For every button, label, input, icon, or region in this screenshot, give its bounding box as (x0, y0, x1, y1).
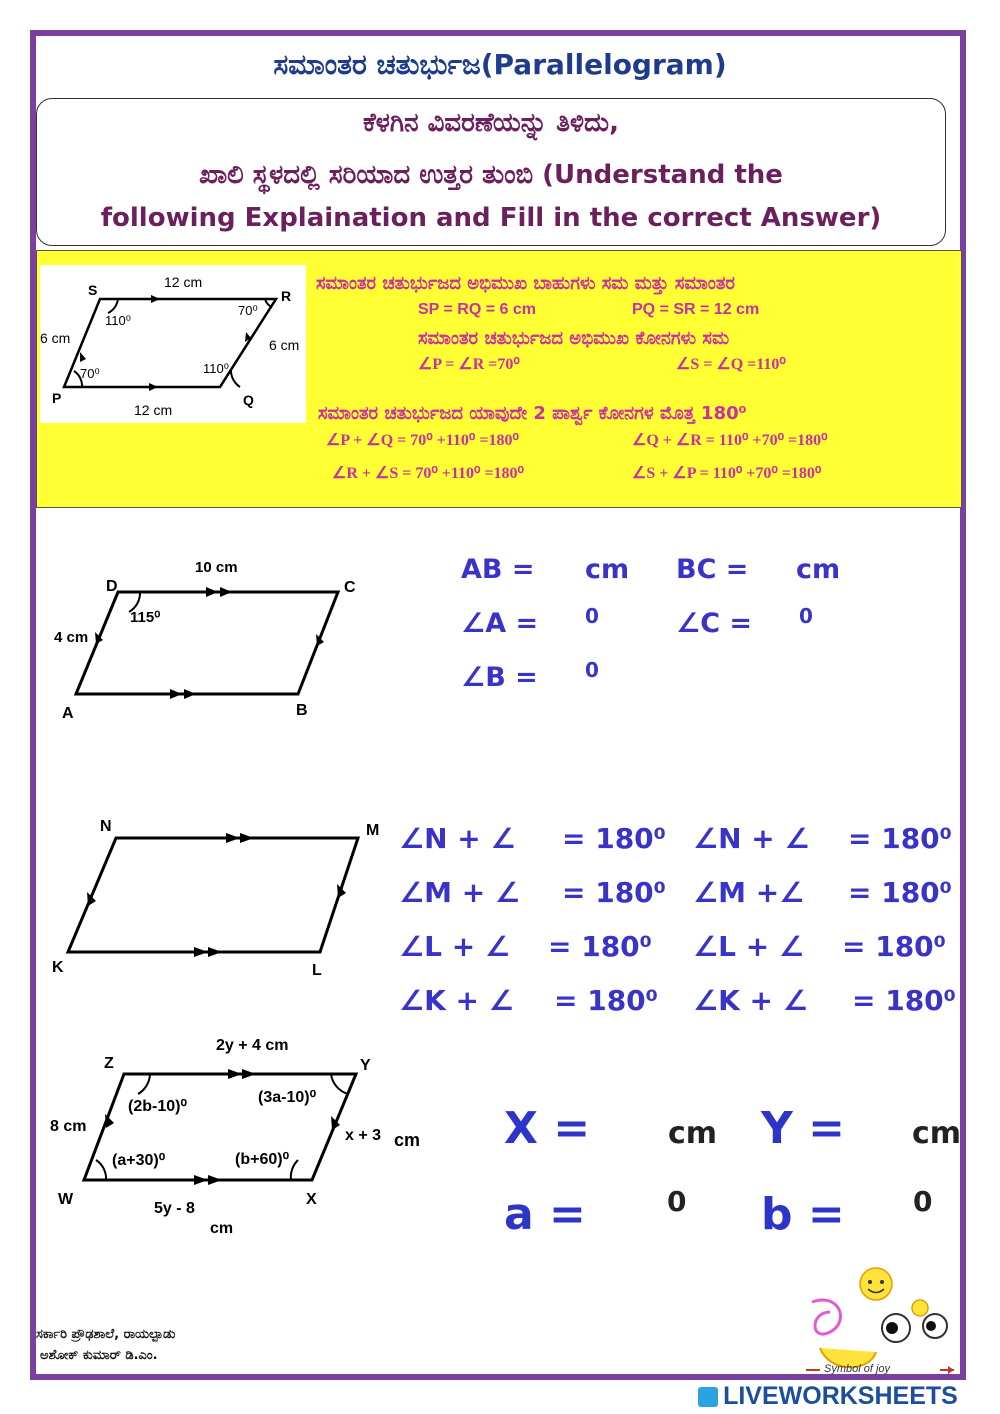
q2-row4-left-b: = 180⁰ (554, 984, 658, 1017)
q3-y-label: Y = (761, 1103, 846, 1154)
q1-angle-b-unit[interactable]: 0 (585, 658, 599, 682)
rule-sum-4: ∠S + ∠P = 110⁰ +70⁰ =180⁰ (632, 465, 822, 482)
q2-row1-left-b: = 180⁰ (562, 822, 666, 855)
angle-label-s: 110⁰ (105, 313, 131, 328)
rule-sides-eq-2: PQ = SR = 12 cm (632, 301, 760, 318)
q3-b-label: b = (761, 1189, 845, 1240)
q2-row3-left-a: ∠L + ∠ (399, 930, 511, 963)
watermark-text: LIVEWORKSHEETS (723, 1382, 958, 1410)
q3-side-top: 2y + 4 cm (216, 1037, 289, 1054)
q3-angle-y: (3a-10)⁰ (258, 1089, 316, 1106)
q3-side-left: 8 cm (50, 1118, 87, 1135)
q3-side-right: x + 3 (345, 1127, 382, 1144)
angle-label-r: 70⁰ (238, 303, 258, 318)
q1-parallelogram (40, 550, 370, 730)
q2-row3-left-b: = 180⁰ (548, 930, 652, 963)
footer-teacher: ಅಶೋಕ್ ಕುಮಾರ್ ಡಿ.ಎಂ. (40, 1348, 158, 1363)
q2-row2-left-b: = 180⁰ (562, 876, 666, 909)
q1-vertex-d: D (106, 578, 118, 595)
q3-x-label: X = (504, 1103, 591, 1154)
q2-row2-right-a: ∠M +∠ (693, 876, 805, 909)
q3-angle-z: (2b-10)⁰ (128, 1098, 187, 1115)
rule-angles-eq-2: ∠S = ∠Q =110⁰ (676, 356, 786, 373)
q3-vertex-x: X (306, 1191, 317, 1208)
q1-ab-unit[interactable]: cm (585, 554, 630, 585)
instruction-line-2: ಖಾಲಿ ಸ್ಥಳದಲ್ಲಿ ಸರಿಯಾದ ಉತ್ತರ ತುಂಬಿ (Understand the (199, 160, 783, 190)
q3-side-bottom-unit: cm (210, 1220, 234, 1237)
q1-vertex-c: C (344, 579, 356, 596)
q2-row1-left-a: ∠N + ∠ (399, 822, 516, 855)
q1-ab-label: AB = (461, 554, 535, 585)
q2-vertex-n: N (100, 818, 112, 835)
q1-side-left: 4 cm (54, 629, 89, 646)
logo-caption: Symbol of joy (824, 1363, 891, 1375)
side-label-bottom: 12 cm (134, 402, 173, 418)
q3-side-bottom: 5y - 8 (154, 1200, 195, 1217)
q1-angle-a-label: ∠A = (461, 608, 539, 639)
q3-y-unit[interactable]: cm (912, 1116, 962, 1151)
vertex-label-q: Q (243, 392, 254, 408)
q1-angle-c-unit[interactable]: 0 (799, 604, 813, 628)
rule-angles-eq-1: ∠P = ∠R =70⁰ (418, 356, 520, 373)
q2-row4-right-a: ∠K + ∠ (693, 984, 808, 1017)
q3-angle-w: (a+30)⁰ (112, 1152, 166, 1169)
angle-label-q: 110⁰ (203, 361, 229, 376)
rule-opposite-angles: ಸಮಾಂತರ ಚತುರ್ಭುಜದ ಅಭಿಮುಖ ಕೋನಗಳು ಸಮ (418, 328, 730, 349)
q1-angle-b-label: ∠B = (461, 662, 538, 693)
vertex-label-p: P (52, 390, 62, 406)
vertex-label-r: R (281, 288, 292, 304)
rule-adjacent-angles: ಸಮಾಂತರ ಚತುರ್ಭುಜದ ಯಾವುದೇ 2 ಪಾರ್ಶ್ವ ಕೋನಗಳ ಮೊತ್ತ 180⁰ (318, 403, 747, 424)
rule-opposite-sides: ಸಮಾಂತರ ಚತುರ್ಭುಜದ ಅಭಿಮುಖ ಬಾಹುಗಳು ಸಮ ಮತ್ತು ಸಮಾಂತರ (316, 273, 735, 294)
q1-angle-d: 115⁰ (130, 609, 161, 626)
q3-parallelogram (40, 1030, 440, 1250)
q2-row1-right-a: ∠N + ∠ (693, 822, 810, 855)
example-parallelogram (40, 265, 306, 423)
q2-row3-right-a: ∠L + ∠ (693, 930, 805, 963)
q3-x-unit[interactable]: cm (668, 1116, 718, 1151)
rule-sides-eq-1: SP = RQ = 6 cm (418, 301, 536, 318)
q2-row4-right-b: = 180⁰ (852, 984, 956, 1017)
vertex-label-s: S (88, 282, 98, 298)
angle-label-p: 70⁰ (80, 366, 100, 381)
liveworksheets-logo-icon (698, 1387, 718, 1407)
q1-vertex-b: B (296, 702, 308, 719)
example-figure-panel (40, 265, 306, 423)
q3-vertex-w: W (58, 1191, 74, 1208)
q2-vertex-m: M (366, 822, 380, 839)
side-label-right: 6 cm (269, 337, 300, 353)
q3-a-label: a = (504, 1189, 586, 1240)
symbol-of-joy-logo (800, 1262, 960, 1382)
q2-row2-left-a: ∠M + ∠ (399, 876, 521, 909)
q2-parallelogram (40, 810, 390, 980)
q1-angle-c-label: ∠C = (676, 608, 753, 639)
q2-row3-right-b: = 180⁰ (842, 930, 946, 963)
instruction-line-1: ಕೆಳಗಿನ ವಿವರಣೆಯನ್ನು ತಿಳಿದು, (363, 108, 619, 138)
rule-sum-2: ∠Q + ∠R = 110⁰ +70⁰ =180⁰ (632, 432, 828, 449)
q1-vertex-a: A (62, 705, 74, 722)
q2-vertex-l: L (312, 962, 322, 979)
rule-sum-3: ∠R + ∠S = 70⁰ +110⁰ =180⁰ (332, 465, 524, 482)
q2-row4-left-a: ∠K + ∠ (399, 984, 514, 1017)
q3-b-unit[interactable]: 0 (913, 1185, 933, 1218)
q3-vertex-z: Z (104, 1055, 114, 1072)
instruction-line-3: following Explaination and Fill in the correct Answer) (100, 203, 882, 233)
side-label-top: 12 cm (164, 274, 203, 290)
q1-bc-label: BC = (676, 554, 749, 585)
footer-school: ಸರ್ಕಾರಿ ಪ್ರೌಢಶಾಲೆ, ರಾಯಲ್ಪಾಡು (36, 1327, 176, 1342)
q1-bc-unit[interactable]: cm (796, 554, 841, 585)
rule-sum-1: ∠P + ∠Q = 70⁰ +110⁰ =180⁰ (326, 432, 519, 449)
q3-a-unit[interactable]: 0 (667, 1185, 687, 1218)
q2-row2-right-b: = 180⁰ (848, 876, 952, 909)
page-title: ಸಮಾಂತರ ಚತುರ್ಭುಜ(Parallelogram) (273, 48, 727, 81)
q3-vertex-y: Y (360, 1057, 371, 1074)
q1-side-top: 10 cm (195, 559, 238, 576)
q3-side-right-unit: cm (394, 1130, 421, 1150)
q3-angle-x: (b+60)⁰ (235, 1151, 289, 1168)
q2-row1-right-b: = 180⁰ (848, 822, 952, 855)
q1-angle-a-unit[interactable]: 0 (585, 604, 599, 628)
liveworksheets-watermark[interactable] (698, 1382, 958, 1410)
side-label-left: 6 cm (40, 330, 71, 346)
q2-vertex-k: K (52, 959, 64, 976)
